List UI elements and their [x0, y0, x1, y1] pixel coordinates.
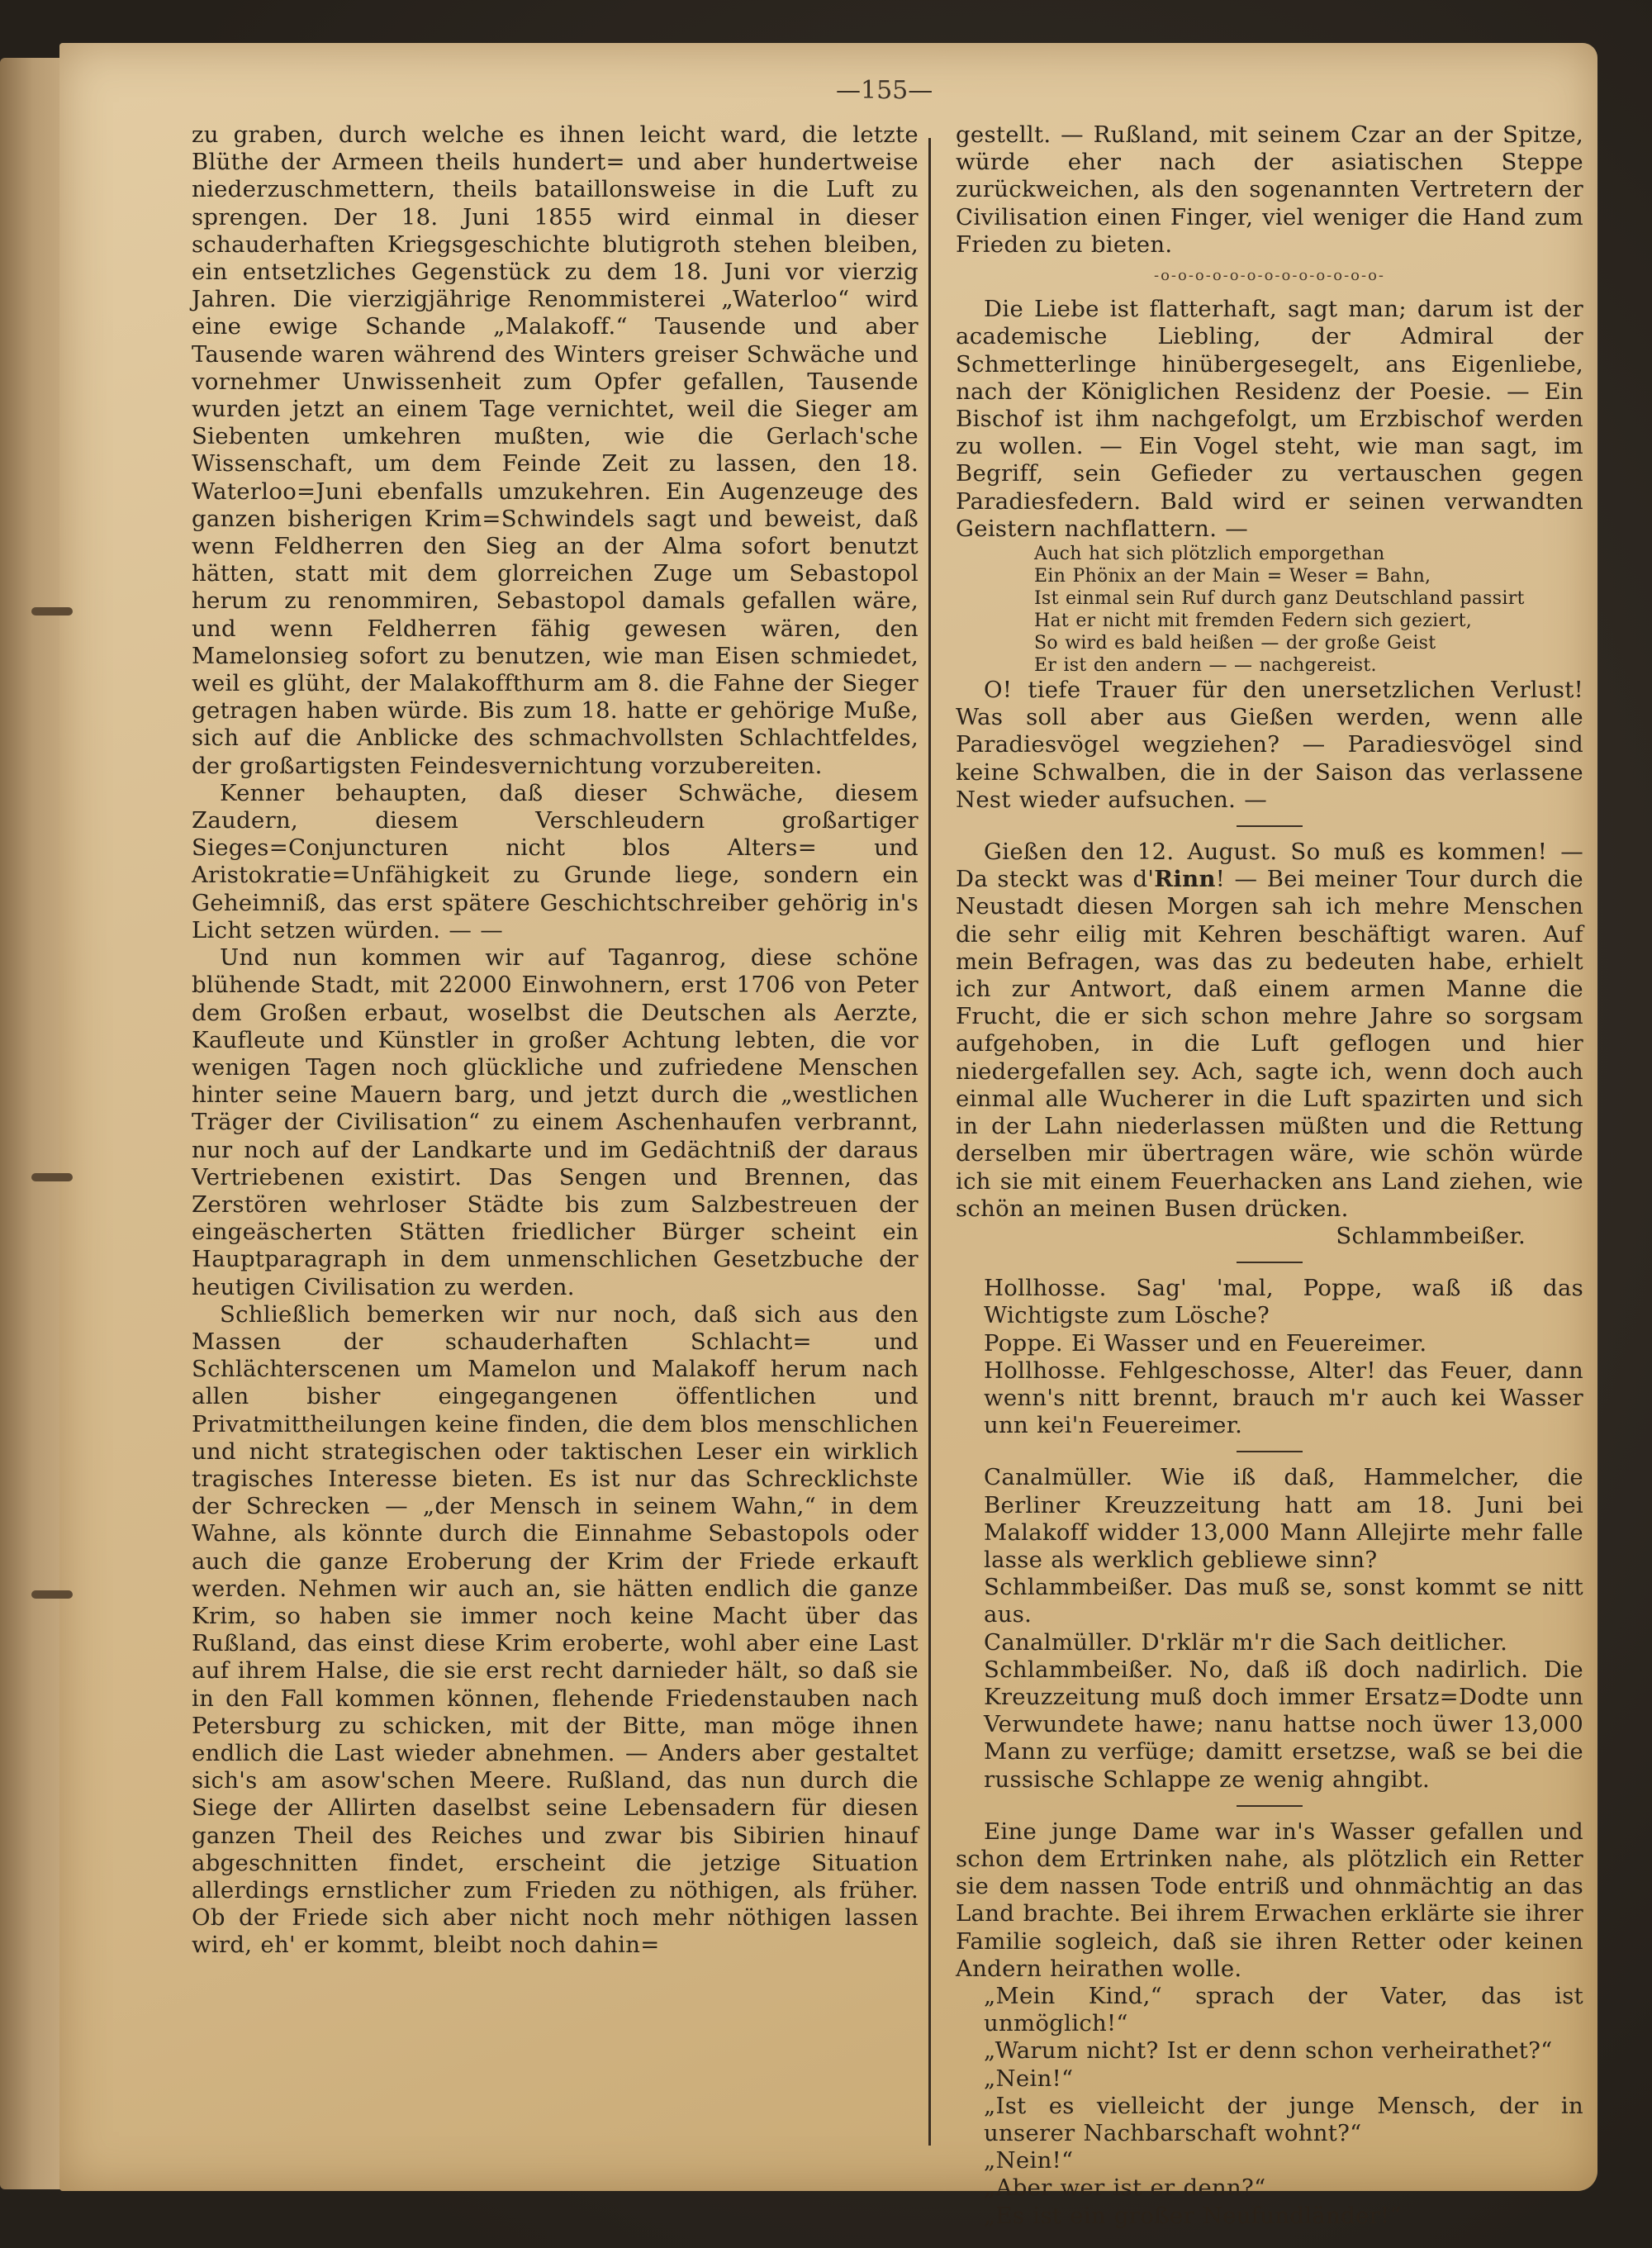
section-rule [1237, 1262, 1303, 1263]
dialog-line: Poppe. Ei Wasser und en Feuereimer. [984, 1329, 1427, 1357]
dialog-line: Schlammbeißer. No, daß iß doch nadirlich. Die Kreuzzeitung muß doch immer Ersatz=Dodte unn Verwundete hawe; nanu hattse noch üwer 13,000 Mann zu verfüge; damitt ersetzse, waß se bei die russische Schlappe ze wenig ahngibt. [984, 1656, 1583, 1793]
poem-line: Ist einmal sein Ruf durch ganz Deutschland passirt [1034, 588, 1525, 610]
poem-line: Hat er nicht mit fremden Federn sich geziert, [1034, 611, 1473, 632]
paragraph-lament: O! tiefe Trauer für den unersetzlichen Verlust! Was soll aber aus Gießen werden, wenn alle Paradiesvögel wegziehen? — Paradiesvögel sind keine Schwalben, die in der Saison das verlassene Nest wieder aufsuchen. — [956, 677, 1583, 813]
story-line: „Es ist ein großer Neufundländer!“ [984, 2202, 1402, 2229]
dialog-line: Hollhosse. Fehlgeschosse, Alter! das Feuer, dann wenn's nitt brennt, brauch m'r auch kei Wasser unn kei'n Feuereimer. [984, 1357, 1583, 1439]
poem-block [956, 543, 1583, 677]
page-number: —155— [836, 76, 933, 105]
story-line: „Warum nicht? Ist er denn schon verheirathet?“ [984, 2037, 1553, 2065]
giessen-lead: Gießen den 12. August. So muß es kommen! — Da steckt was d' [956, 839, 1583, 893]
signature: Schlammbeißer. [1336, 1222, 1526, 1249]
paragraph-experts: Kenner behaupten, daß dieser Schwäche, diesem Zaudern, diesem Verschleudern großartiger Sieges=Conjuncturen nicht blos Alters= und Aristokratie=Unfähigkeit zu Grunde liege, sondern ein Geheimniß, das erst spätere Geschichtschreiber gehörig in's Licht setzen würden. — — [192, 779, 919, 943]
dialog-line: Canalmüller. D'rklär m'r die Sach deitlicher. [984, 1628, 1508, 1656]
ornament-divider: -o-o-o-o-o-o-o-o-o-o-o-o-o- [1153, 267, 1386, 285]
poem-line: Auch hat sich plötzlich emporgethan [1034, 544, 1385, 565]
binding-tack [31, 1590, 73, 1599]
poem-line: Er ist den andern — — nachgereist. [1034, 655, 1377, 677]
binding-tack [31, 607, 73, 615]
left-column [192, 121, 919, 1960]
column-divider [928, 138, 931, 2146]
story-line: „Mein Kind,“ sprach der Vater, das ist unmöglich!“ [984, 1982, 1583, 2037]
poem-line: So wird es bald heißen — der große Geist [1034, 633, 1436, 654]
paragraph-battle: zu graben, durch welche es ihnen leicht ward, die letzte Blüthe der Armeen theils hundert= und aber hundertweise niederzuschmettern, theils bataillonsweise in die Luft zu sprengen. Der 18. Juni 1855 wird einmal in dieser schauderhaften Kriegsgeschichte blutigroth stehen bleiben, ein entsetzliches Gegenstück zu dem 18. Juni vor vierzig Jahren. Die vierzigjährige Renommisterei „Waterloo“ wird eine ewige Schande „Malakoff.“ Tausende und aber Tausende waren während des Winters greiser Schwäche und vornehmer Unwissenheit zum Opfer gefallen, Tausende wurden jetzt an einem Tage vernichtet, weil die Sieger am Siebenten umkehren mußten, wie die Gerlach'sche Wissenschaft, um dem Feinde Zeit zu lassen, den 18. Waterloo=Juni ebenfalls umzukehren. Ein Augenzeuge des ganzen bisherigen Krim=Schwindels sagt und beweist, daß wenn Feldherren den Sieg an der Alma sofort benutzt hätten, statt mit dem glorreichen Zuge um Sebastopol herum zu renommiren, Sebastopol damals gefallen wäre, und wenn Feldherren fähig gewesen wären, den Mamelonsieg sofort zu benutzen, wie man Eisen schmiedet, weil es glüht, der Malakoffthurm am 8. die Fahne der Sieger getragen haben würde. Bis zum 18. hatte er gehörige Muße, sich auf die Anblicke des schmachvollsten Schlachtfeldes, der großartigsten Feindesvernichtung vorzubereiten. [192, 121, 919, 779]
story-line: „Nein!“ [984, 2147, 1074, 2174]
paragraph-conclusion: Schließlich bemerken wir nur noch, daß sich aus den Massen der schauderhaften Schlacht= und Schlächterscenen um Mamelon und Malakoff herum nach allen bisher eingegangenen öffentlichen und Privatmittheilungen keine finden, die dem blos menschlichen und nicht strategischen oder taktischen Leser ein wirklich tragisches Interesse bieten. Es ist nur das Schrecklichste der Schrecken — „der Mensch in seinem Wahn,“ in dem Wahne, als könnte durch die Einnahme Sebastopols oder auch die ganze Eroberung der Krim der Friede erkauft werden. Nehmen wir auch an, sie hätten endlich die ganze Krim, so haben sie immer noch keine Macht über das Rußland, das einst diese Krim eroberte, wohl aber eine Last auf ihrem Halse, die sie erst recht darnieder hält, so daß sie in den Fall kommen können, flehende Friedenstauben nach Petersburg zu schicken, mit der Bitte, man möge ihnen endlich die Last wieder abnehmen. — Anders aber gestaltet sich's am asow'schen Meere. Rußland, das nun durch die Siege der Allirten daselbst seine Lebensadern für diesen ganzen Theil des Reiches und zwar bis Sibirien hinauf abgeschnitten findet, erscheint die jetzige Situation allerdings ernstlicher zum Frieden zu nöthigen, als früher. Ob der Friede sich aber nicht noch mehr nöthigen lassen wird, eh' er kommt, bleibt noch dahin= [192, 1300, 919, 1959]
dialog-line: Canalmüller. Wie iß daß, Hammelcher, die Berliner Kreuzzeitung hatt am 18. Juni bei Malakoff widder 13,000 Mann Allejirte mehr falle lasse als werklich gebliewe sinn? [984, 1464, 1583, 1573]
dialog-line: Hollhosse. Sag' 'mal, Poppe, waß iß das Wichtigste zum Lösche? [984, 1275, 1583, 1329]
story-line: „Aber wer ist er denn?“ [984, 2174, 1266, 2202]
section-rule [1237, 1805, 1303, 1807]
story-line: „Ist es vielleicht der junge Mensch, der in unserer Nachbarschaft wohnt?“ [984, 2092, 1583, 2146]
dialog-line: Schlammbeißer. Das muß se, sonst kommt se nitt aus. [984, 1574, 1583, 1628]
paragraph-taganrog: Und nun kommen wir auf Taganrog, diese schöne blühende Stadt, mit 22000 Einwohnern, erst 1706 von Peter dem Großen erbaut, woselbst die Deutschen als Aerzte, Kaufleute und Künstler in großer Achtung lebten, die vor wenigen Tagen noch glückliche und zufriedene Menschen hinter seine Mauern barg, und jetzt durch die „westlichen Träger der Civilisation“ zu einem Aschenhaufen verbrannt, nur noch auf der Landkarte und im Gedächtniß der daraus Vertriebenen existirt. Das Sengen und Brennen, das Zerstören wehrloser Städte bis zum Salzbestreuen der eingeäscherten Stätten friedlicher Bürger scheint ein Hauptparagraph in dem unmenschlichen Gesetzbuche der heutigen Civilisation zu werden. [192, 944, 919, 1300]
paragraph-story: Eine junge Dame war in's Wasser gefallen und schon dem Ertrinken nahe, als plötzlich ein Retter sie dem nassen Tode entriß und ohnmächtig an das Land brachte. Bei ihrem Erwachen erklärte sie ihrer Familie sogleich, daß sie ihren Retter oder keinen Andern heirathen wolle. [956, 1818, 1583, 1982]
story-line: „Nein!“ [984, 2065, 1074, 2092]
section-rule [1237, 825, 1303, 827]
giessen-bold-word: Rinn [1154, 866, 1216, 893]
paragraph-continuation: gestellt. — Rußland, mit seinem Czar an der Spitze, würde eher nach der asiatischen Steppe zurückweichen, als den sogenannten Vertretern der Civilisation einen Finger, viel weniger die Hand zum Frieden zu bieten. [956, 121, 1583, 258]
giessen-body: ! — Bei meiner Tour durch die Neustadt diesen Morgen sah ich mehre Menschen die sehr eilig mit Kehren beschäftigt waren. Auf mein Befragen, was das zu bedeuten habe, erhielt ich zur Antwort, daß einem armen Manne die Frucht, die er sich schon mehre Jahre so sorgsam aufgehoben, in die Luft geflogen und hier niedergefallen sey. Ach, sagte ich, wenn doch auch einmal alle Wucherer in die Luft spazirten und sich in der Lahn niederlassen müßten und die Rettung derselben mir übertragen wäre, wie schön würde ich sie mit einem Feuerhacken ans Land ziehen, wie schön an meinen Busen drücken. [956, 866, 1583, 1222]
right-column [956, 121, 1583, 2230]
paragraph-giessen [956, 839, 1583, 1223]
binding-tack [31, 1173, 73, 1181]
newspaper-page [59, 43, 1597, 2229]
paragraph-bird: Die Liebe ist flatterhaft, sagt man; darum ist der academische Liebling, der Admiral der Schmetterlinge hinübergesegelt, ans Eigenliebe, nach der Königlichen Residenz der Poesie. — Ein Bischof ist ihm nachgefolgt, um Erzbischof werden zu wollen. — Ein Vogel steht, wie man sagt, im Begriff, sein Gefieder zu vertauschen gegen Paradiesfedern. Bald wird er seinen verwandten Geistern nachflattern. — [956, 296, 1583, 542]
poem-line: Ein Phönix an der Main = Weser = Bahn, [1034, 566, 1431, 587]
section-rule [1237, 1451, 1303, 1452]
